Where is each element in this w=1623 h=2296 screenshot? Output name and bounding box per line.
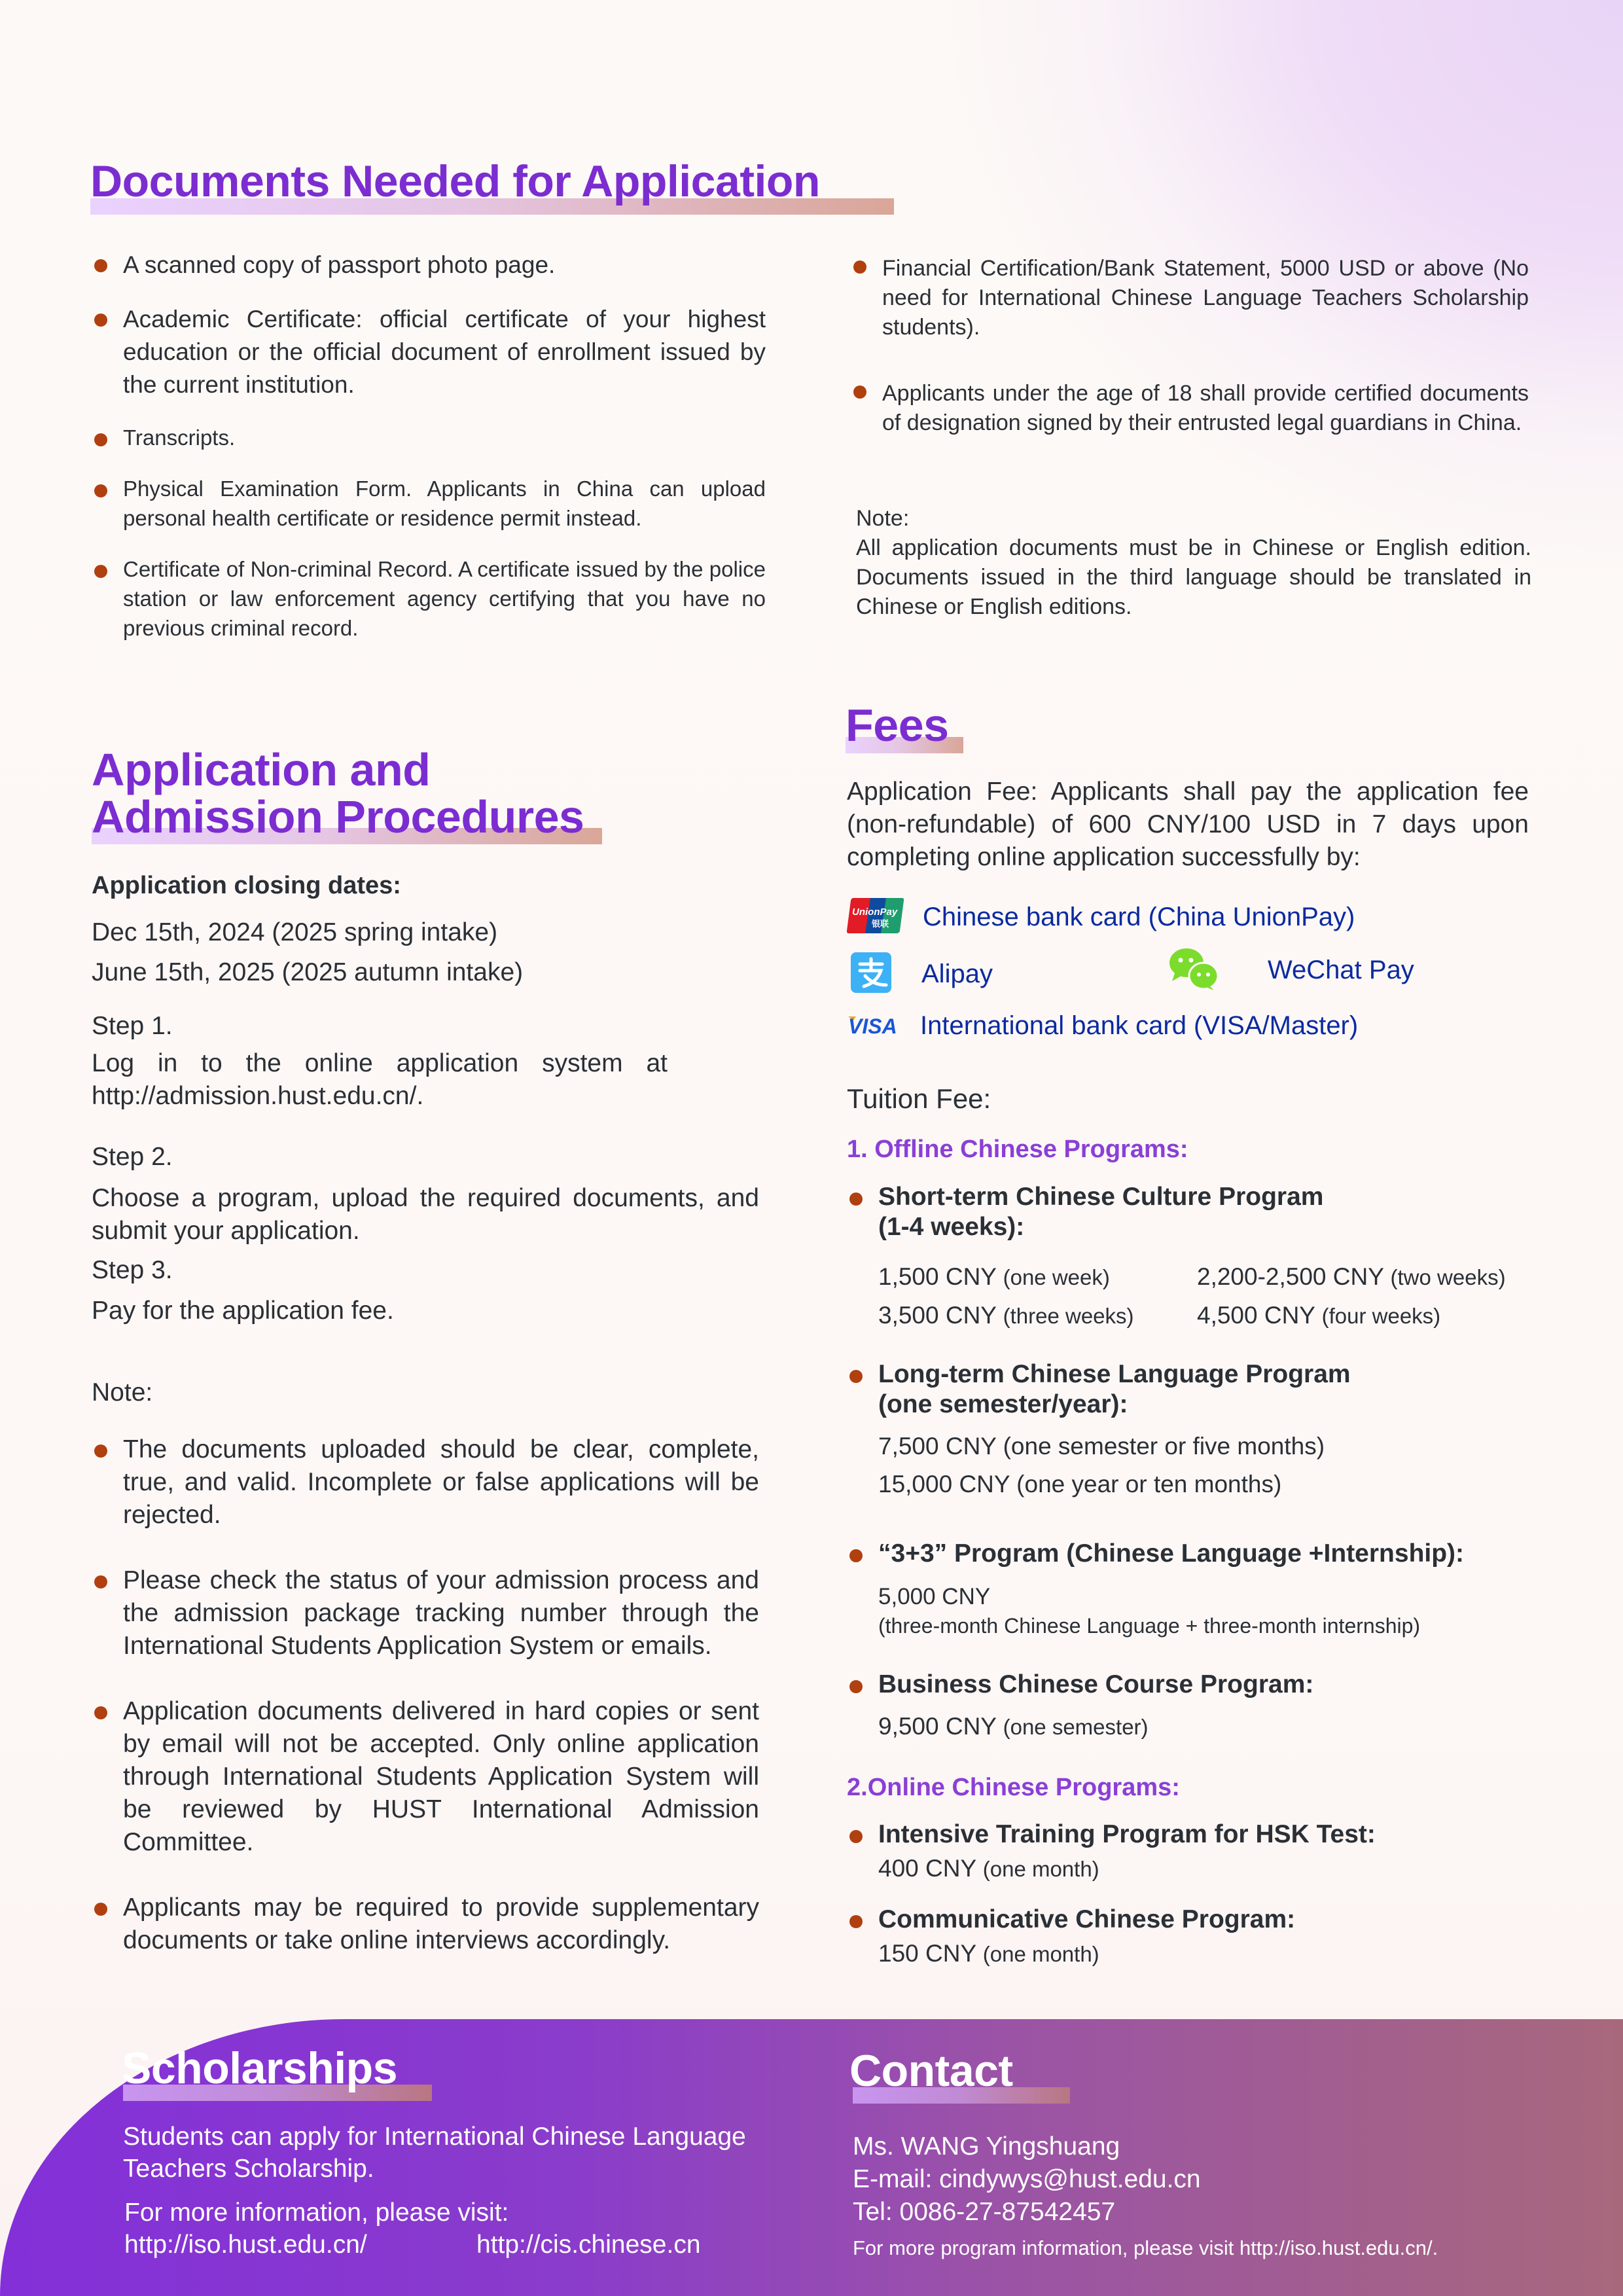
payment-label: Alipay xyxy=(921,960,993,988)
documents-list-left xyxy=(92,249,766,664)
unionpay-icon xyxy=(847,898,904,937)
payment-method-visa xyxy=(847,1011,1358,1041)
hsk-program xyxy=(847,1820,1567,1888)
price-entry: 400 CNY (one month) xyxy=(878,1855,1099,1882)
program-title: (1-4 weeks): xyxy=(878,1213,1025,1241)
document-item: Applicants under the age of 18 shall provide certified documents of designation signed by their entrusted legal guardians in China. xyxy=(851,379,1529,438)
note-label: Note: xyxy=(856,506,910,531)
svg-text:银联: 银联 xyxy=(872,920,889,929)
footer-band xyxy=(0,2019,1623,2296)
document-item: Physical Examination Form. Applicants in China can upload personal health certificate or residence permit instead. xyxy=(92,474,766,533)
step-text: Log in to the online application system at http://admission.hust.edu.cn/. xyxy=(92,1049,668,1110)
online-programs-heading: 2.Online Chinese Programs: xyxy=(847,1774,1180,1801)
program-title: Intensive Training Program for HSK Test: xyxy=(878,1820,1376,1848)
fee-item xyxy=(847,1539,1567,1640)
closing-date: June 15th, 2025 (2025 autumn intake) xyxy=(92,958,524,986)
document-item: Financial Certification/Bank Statement, 5000 USD or above (No need for International Chinese Language Teachers Scholarship students). xyxy=(851,254,1529,342)
fee-item xyxy=(847,1905,1567,1973)
contact-heading: Contact xyxy=(849,2046,1013,2096)
fee-item xyxy=(847,1820,1567,1888)
payment-method-wechat xyxy=(1168,947,1414,994)
scholarship-more-info: For more information, please visit: xyxy=(124,2198,509,2227)
procedure-note: Application documents delivered in hard copies or sent by email will not be accepted. Only online application through International Students Application System will be reviewed by HUST International Admission Committee. xyxy=(92,1695,759,1859)
price-grid xyxy=(878,1258,1567,1335)
price-entry: 4,500 CNY (four weeks) xyxy=(1197,1302,1441,1329)
notes-label: Note: xyxy=(92,1378,153,1407)
visa-icon xyxy=(847,1011,906,1041)
document-item: Transcripts. xyxy=(92,423,766,452)
price-detail: (three-month Chinese Language + three-month internship) xyxy=(878,1614,1421,1638)
price-entry: 2,200-2,500 CNY (two weeks) xyxy=(1197,1263,1506,1290)
documents-heading: Documents Needed for Application xyxy=(90,156,820,206)
step-text: Pay for the application fee. xyxy=(92,1297,394,1325)
program-title: (one semester/year): xyxy=(878,1390,1128,1418)
short-term-program xyxy=(847,1182,1567,1335)
fee-item xyxy=(847,1359,1567,1503)
payment-label: International bank card (VISA/Master) xyxy=(920,1011,1359,1040)
step-label: Step 1. xyxy=(92,1012,173,1040)
step-label: Step 3. xyxy=(92,1256,173,1284)
program-title: Business Chinese Course Program: xyxy=(878,1670,1314,1698)
offline-programs-heading: 1. Offline Chinese Programs: xyxy=(847,1136,1188,1163)
procedure-notes-list xyxy=(92,1433,759,1990)
wechat-icon xyxy=(1168,947,1221,994)
svg-text:VISA: VISA xyxy=(848,1014,897,1037)
payment-method-unionpay xyxy=(847,898,1355,937)
procedure-note: Applicants may be required to provide supplementary documents or take online interviews accordingly. xyxy=(92,1892,759,1957)
procedure-note: Please check the status of your admission process and the admission package tracking number through the International Students Application System or emails. xyxy=(92,1564,759,1662)
application-fee-text: Application Fee: Applicants shall pay the application fee (non-refundable) of 600 CNY/100 USD in 7 days upon completing online application successfully by: xyxy=(847,778,1529,871)
payment-label: WeChat Pay xyxy=(1268,956,1414,984)
document-item: A scanned copy of passport photo page. xyxy=(92,249,766,281)
scholarship-text: Students can apply for International Chinese Language Teachers Scholarship. xyxy=(123,2123,746,2183)
communicative-program xyxy=(847,1905,1567,1973)
iso-link[interactable]: http://iso.hust.edu.cn/ xyxy=(124,2231,367,2259)
note-text: All application documents must be in Chinese or English edition. Documents issued in the third language should be translated in Chinese or English editions. xyxy=(856,535,1531,619)
scholarships-heading: Scholarships xyxy=(122,2043,398,2093)
contact-name: Ms. WANG Yingshuang xyxy=(853,2132,1120,2161)
price-entry: 3,500 CNY (three weeks) xyxy=(878,1302,1134,1329)
fee-item xyxy=(847,1670,1567,1746)
tuition-fee-label: Tuition Fee: xyxy=(847,1083,991,1114)
long-term-program xyxy=(847,1359,1567,1503)
three-plus-three-program xyxy=(847,1539,1567,1640)
documents-note xyxy=(856,504,1531,622)
contact-tel: Tel: 0086-27-87542457 xyxy=(853,2198,1116,2226)
step-text: Choose a program, upload the required documents, and submit your application. xyxy=(92,1184,759,1245)
price-entry: 15,000 CNY (one year or ten months) xyxy=(878,1471,1282,1498)
procedures-heading: Application and Admission Procedures xyxy=(92,744,584,842)
contact-more-info: For more program information, please visit http://iso.hust.edu.cn/. xyxy=(853,2236,1438,2259)
program-title: “3+3” Program (Chinese Language +Internship): xyxy=(878,1539,1465,1568)
program-title: Short-term Chinese Culture Program xyxy=(878,1183,1324,1211)
procedure-note: The documents uploaded should be clear, complete, true, and valid. Incomplete or false applications will be rejected. xyxy=(92,1433,759,1532)
svg-text:UnionPay: UnionPay xyxy=(852,906,898,918)
program-title: Long-term Chinese Language Program xyxy=(878,1360,1351,1388)
fee-item xyxy=(847,1182,1567,1335)
price-entry: 7,500 CNY (one semester or five months) xyxy=(878,1433,1325,1460)
fees-heading: Fees xyxy=(846,700,949,751)
program-title: Communicative Chinese Program: xyxy=(878,1905,1296,1933)
documents-list-right xyxy=(851,254,1529,475)
cis-link[interactable]: http://cis.chinese.cn xyxy=(476,2231,701,2259)
price-entry: 9,500 CNY (one semester) xyxy=(878,1713,1149,1740)
closing-dates-label: Application closing dates: xyxy=(92,872,401,899)
business-program xyxy=(847,1670,1567,1746)
alipay-icon xyxy=(851,952,891,996)
document-item: Certificate of Non-criminal Record. A certificate issued by the police station or law enforcement agency certifying that you have no previous criminal record. xyxy=(92,554,766,643)
step-label: Step 2. xyxy=(92,1143,173,1171)
price-entry: 150 CNY (one month) xyxy=(878,1940,1099,1967)
price-entry: 1,500 CNY (one week) xyxy=(878,1263,1110,1290)
contact-email[interactable]: E-mail: cindywys@hust.edu.cn xyxy=(853,2165,1201,2193)
payment-method-alipay xyxy=(851,952,993,996)
payment-label: Chinese bank card (China UnionPay) xyxy=(923,903,1355,931)
document-item: Academic Certificate: official certificate of your highest education or the official document of enrollment issued by the current institution. xyxy=(92,303,766,401)
price-entry: 5,000 CNY xyxy=(878,1584,991,1609)
closing-date: Dec 15th, 2024 (2025 spring intake) xyxy=(92,918,498,946)
